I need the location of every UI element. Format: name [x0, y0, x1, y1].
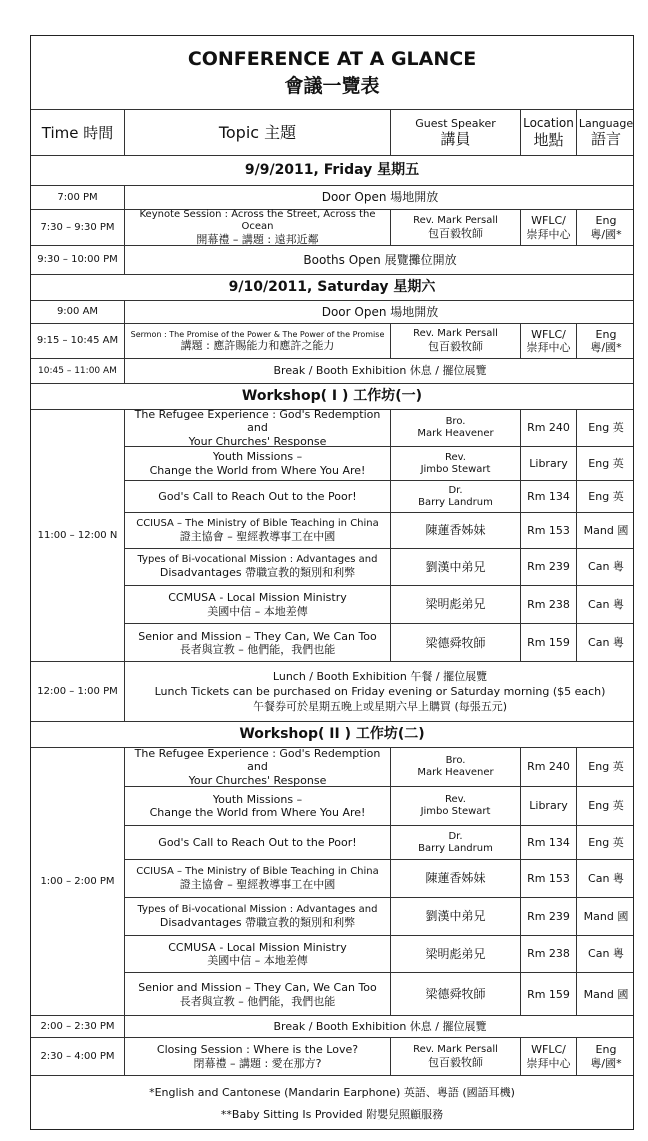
session-speaker-line1: Dr. — [448, 484, 463, 496]
sermon-language-zh: 粵/國* — [590, 341, 622, 354]
sermon-time: 9:15 – 10:45 AM — [36, 335, 119, 346]
lunch-time: 12:00 – 1:00 PM — [37, 685, 118, 697]
session-topic-line2: 證主協會 – 聖經教導事工在中國 — [179, 877, 336, 891]
session-language: Can 粵 — [588, 871, 624, 885]
session-speaker-line1: 陳蓮香姊妹 — [425, 523, 486, 538]
keynote-speaker-zh: 包百毅牧師 — [428, 226, 483, 240]
lunch-line1: Lunch / Booth Exhibition 午餐 / 擺位展覽 — [272, 669, 488, 683]
session-speaker-line1: 劉漢中弟兄 — [425, 559, 486, 574]
conference-schedule-sheet — [30, 35, 634, 1130]
session-language: Mand 國 — [583, 909, 629, 923]
workshop-session-row — [124, 935, 634, 972]
keynote-topic-en: Keynote Session : Across the Street, Across the Ocean — [139, 208, 376, 232]
title-en: CONFERENCE AT A GLANCE — [187, 47, 477, 70]
session-topic-line1: CCIUSA – The Ministry of Bible Teaching in China — [136, 865, 379, 877]
session-location: Rm 159 — [527, 636, 570, 650]
closing-location-en: WFLC/ — [531, 1043, 566, 1057]
day1-door-time: 7:00 PM — [57, 191, 98, 203]
lunch-line3: 午餐券可於星期五晚上或星期六早上購買 (每張五元) — [252, 700, 508, 714]
session-speaker-line1: Dr. — [448, 830, 463, 842]
day2-heading-row — [31, 274, 633, 300]
session-language: Can 粵 — [588, 597, 624, 611]
closing-time: 2:30 – 4:00 PM — [40, 1050, 115, 1062]
closing-language-zh: 粵/國* — [590, 1056, 622, 1070]
session-language: Can 粵 — [588, 636, 624, 650]
session-location: Library — [529, 799, 568, 813]
session-language: Eng 英 — [588, 489, 624, 503]
closing-topic-en: Closing Session : Where is the Love? — [156, 1043, 359, 1057]
day1-heading-row — [31, 155, 633, 185]
break1-time: 10:45 – 11:00 AM — [38, 365, 117, 376]
break1-text: Break / Booth Exhibition 休息 / 擺位展覽 — [273, 364, 487, 378]
sermon-row — [31, 323, 633, 358]
day1-door-row — [31, 185, 633, 209]
session-speaker-line2: Mark Heavener — [417, 428, 494, 439]
session-topic-line1: God's Call to Reach Out to the Poor! — [158, 835, 357, 849]
session-speaker-line1: 梁德舜牧師 — [425, 987, 486, 1002]
session-topic-line2: Change the World from Where You Are! — [149, 463, 366, 477]
booths-row — [31, 245, 633, 274]
workshop-session-row — [124, 786, 634, 825]
day2-door-row — [31, 300, 633, 323]
session-topic-line2: Your Churches' Response — [188, 434, 327, 448]
workshop-session-row — [124, 548, 634, 585]
workshop2-block — [31, 747, 633, 1015]
session-topic-line2: 長者與宣教 – 他們能，我們也能 — [179, 643, 336, 656]
session-topic-line1: CCIUSA – The Ministry of Bible Teaching in China — [136, 517, 379, 529]
session-topic-line2: Your Churches' Response — [188, 773, 327, 787]
keynote-language-en: Eng — [595, 214, 617, 228]
workshop1-time: 11:00 – 12:00 N — [37, 529, 118, 541]
session-location: Library — [529, 456, 568, 470]
header-speaker-en: Guest Speaker — [415, 116, 496, 130]
workshop2-heading: Workshop( II ) 工作坊(二) — [239, 726, 425, 743]
table-header — [31, 109, 633, 155]
session-location: Rm 238 — [527, 597, 570, 611]
workshop2-heading-row — [31, 721, 633, 747]
session-location: Rm 153 — [527, 523, 570, 537]
closing-location-zh: 崇拜中心 — [526, 1056, 571, 1070]
closing-row — [31, 1037, 633, 1075]
session-topic-line2: 美國中信 – 本地差傳 — [207, 604, 308, 618]
footer-notes — [31, 1075, 633, 1130]
day2-door-text: Door Open 場地開放 — [321, 304, 439, 319]
break2-time: 2:00 – 2:30 PM — [40, 1020, 115, 1032]
session-language: Eng 英 — [588, 421, 624, 435]
session-speaker-line1: Bro. — [445, 755, 466, 766]
sermon-speaker-zh: 包百毅牧師 — [428, 340, 483, 354]
lunch-row — [31, 661, 633, 721]
break1-row — [31, 358, 633, 383]
day2-heading: 9/10/2011, Saturday 星期六 — [228, 279, 436, 296]
header-language-en: Language — [578, 116, 634, 130]
booths-text: Booths Open 展覽攤位開放 — [303, 252, 457, 267]
workshop-session-row — [124, 748, 634, 786]
workshop-session-row — [124, 859, 634, 897]
session-topic-line1: The Refugee Experience : God's Redemption and — [134, 747, 381, 774]
day1-door-text: Door Open 場地開放 — [321, 190, 439, 205]
session-topic-line2: 長者與宣教 – 他們能，我們也能 — [179, 994, 336, 1008]
session-speaker-line1: 梁明彪弟兄 — [425, 597, 486, 612]
session-language: Mand 國 — [583, 987, 629, 1001]
workshop-session-row — [124, 512, 634, 548]
header-time: Time 時間 — [41, 123, 114, 142]
workshop1-block — [31, 409, 633, 661]
session-topic-line2: Disadvantages 帶職宣教的類別和利弊 — [159, 566, 356, 580]
session-topic-line1: Types of Bi-vocational Mission : Advantages and — [137, 554, 378, 566]
session-speaker-line1: 梁明彪弟兄 — [425, 946, 486, 961]
session-speaker-line1: 劉漢中弟兄 — [425, 909, 486, 924]
session-language: Can 粵 — [588, 947, 624, 961]
session-topic-line1: The Refugee Experience : God's Redemption and — [134, 408, 381, 435]
session-speaker-line1: Rev. — [445, 451, 466, 463]
header-topic: Topic 主題 — [218, 122, 297, 142]
sermon-location-en: WFLC/ — [531, 327, 566, 341]
workshop-session-row — [124, 972, 634, 1016]
sermon-speaker-en: Rev. Mark Persall — [413, 328, 498, 340]
header-language-zh: 語言 — [590, 130, 621, 149]
keynote-speaker-en: Rev. Mark Persall — [413, 214, 498, 226]
keynote-row — [31, 209, 633, 245]
sermon-language-en: Eng — [595, 327, 617, 341]
day2-door-time: 9:00 AM — [56, 306, 99, 317]
break2-text: Break / Booth Exhibition 休息 / 擺位展覽 — [273, 1019, 487, 1033]
workshop-session-row — [124, 410, 634, 446]
session-topic-line1: Youth Missions – — [212, 450, 303, 464]
session-topic-line2: Disadvantages 帶職宣教的類別和利弊 — [159, 915, 356, 929]
session-topic-line1: CCMUSA - Local Mission Ministry — [168, 591, 347, 605]
session-speaker-line2: Jimbo Stewart — [420, 806, 491, 817]
closing-speaker-zh: 包百毅牧師 — [428, 1055, 483, 1069]
session-language: Eng 英 — [588, 799, 624, 813]
session-topic-line1: Senior and Mission – They Can, We Can Too — [138, 981, 377, 995]
keynote-language-zh: 粵/國* — [590, 227, 622, 241]
session-location: Rm 153 — [527, 871, 570, 885]
session-location: Rm 159 — [527, 987, 570, 1001]
workshop-session-row — [124, 897, 634, 935]
day1-heading: 9/9/2011, Friday 星期五 — [244, 162, 420, 179]
session-location: Rm 239 — [527, 560, 570, 574]
keynote-location-en: WFLC/ — [531, 214, 566, 228]
sermon-topic-zh: 講題 : 應許賜能力和應許之能力 — [180, 339, 335, 353]
closing-speaker-en: Rev. Mark Persall — [413, 1043, 498, 1055]
sermon-location-zh: 崇拜中心 — [526, 341, 571, 354]
session-speaker-line2: Barry Landrum — [418, 842, 493, 854]
keynote-location-zh: 崇拜中心 — [526, 227, 571, 241]
title-block — [31, 36, 633, 109]
workshop-session-row — [124, 446, 634, 480]
session-speaker-line1: 梁德舜牧師 — [425, 635, 486, 650]
session-language: Can 粵 — [588, 560, 624, 574]
session-topic-line2: 美國中信 – 本地差傳 — [207, 954, 308, 967]
session-speaker-line2: Mark Heavener — [417, 767, 494, 778]
header-location-en: Location — [523, 116, 574, 131]
session-topic-line1: CCMUSA - Local Mission Ministry — [168, 940, 347, 954]
session-language: Eng 英 — [588, 835, 624, 849]
workshop2-time: 1:00 – 2:00 PM — [40, 875, 115, 887]
session-location: Rm 134 — [527, 489, 570, 503]
session-topic-line1: Senior and Mission – They Can, We Can Too — [138, 629, 377, 643]
keynote-topic-zh: 開幕禮 – 講題 : 遠邦近鄰 — [196, 232, 319, 246]
session-language: Eng 英 — [588, 456, 624, 470]
session-speaker-line1: Rev. — [445, 794, 466, 805]
footer-note-language: *English and Cantonese (Mandarin Earphone) 英語、粵語 (國語耳機) — [149, 1086, 515, 1100]
workshop-session-row — [124, 480, 634, 512]
break2-row — [31, 1015, 633, 1037]
session-topic-line1: Youth Missions – — [212, 792, 303, 806]
keynote-time: 7:30 – 9:30 PM — [40, 221, 115, 233]
session-speaker-line2: Barry Landrum — [418, 496, 493, 508]
footer-note-babysitting: **Baby Sitting Is Provided 附嬰兒照顧服務 — [220, 1107, 444, 1121]
session-language: Mand 國 — [583, 523, 629, 537]
lunch-line2: Lunch Tickets can be purchased on Friday evening or Saturday morning ($5 each) — [154, 684, 606, 698]
session-speaker-line1: Bro. — [445, 416, 466, 427]
session-speaker-line2: Jimbo Stewart — [420, 463, 491, 475]
session-location: Rm 240 — [527, 421, 570, 435]
session-location: Rm 239 — [527, 909, 570, 923]
session-topic-line1: God's Call to Reach Out to the Poor! — [158, 489, 357, 503]
title-zh: 會議一覽表 — [284, 74, 380, 97]
workshop-session-row — [124, 585, 634, 623]
header-location-zh: 地點 — [533, 130, 564, 149]
session-location: Rm 240 — [527, 760, 570, 774]
workshop-session-row — [124, 623, 634, 662]
workshop-session-row — [124, 825, 634, 859]
booths-time: 9:30 – 10:00 PM — [37, 254, 118, 265]
session-location: Rm 134 — [527, 835, 570, 849]
session-topic-line2: Change the World from Where You Are! — [149, 806, 366, 819]
session-topic-line2: 證主協會 – 聖經教導事工在中國 — [179, 529, 336, 543]
workshop1-heading: Workshop( I ) 工作坊(一) — [241, 388, 423, 405]
sermon-topic-en: Sermon : The Promise of the Power & The Power of the Promise — [130, 329, 385, 339]
closing-topic-zh: 閉幕禮 – 講題 : 愛在那方? — [193, 1056, 322, 1070]
closing-language-en: Eng — [595, 1043, 617, 1057]
session-topic-line1: Types of Bi-vocational Mission : Advantages and — [137, 903, 378, 915]
session-language: Eng 英 — [588, 760, 624, 774]
header-speaker-zh: 講員 — [440, 130, 471, 149]
workshop1-heading-row — [31, 383, 633, 409]
session-speaker-line1: 陳蓮香姊妹 — [425, 871, 486, 886]
session-location: Rm 238 — [527, 947, 570, 961]
